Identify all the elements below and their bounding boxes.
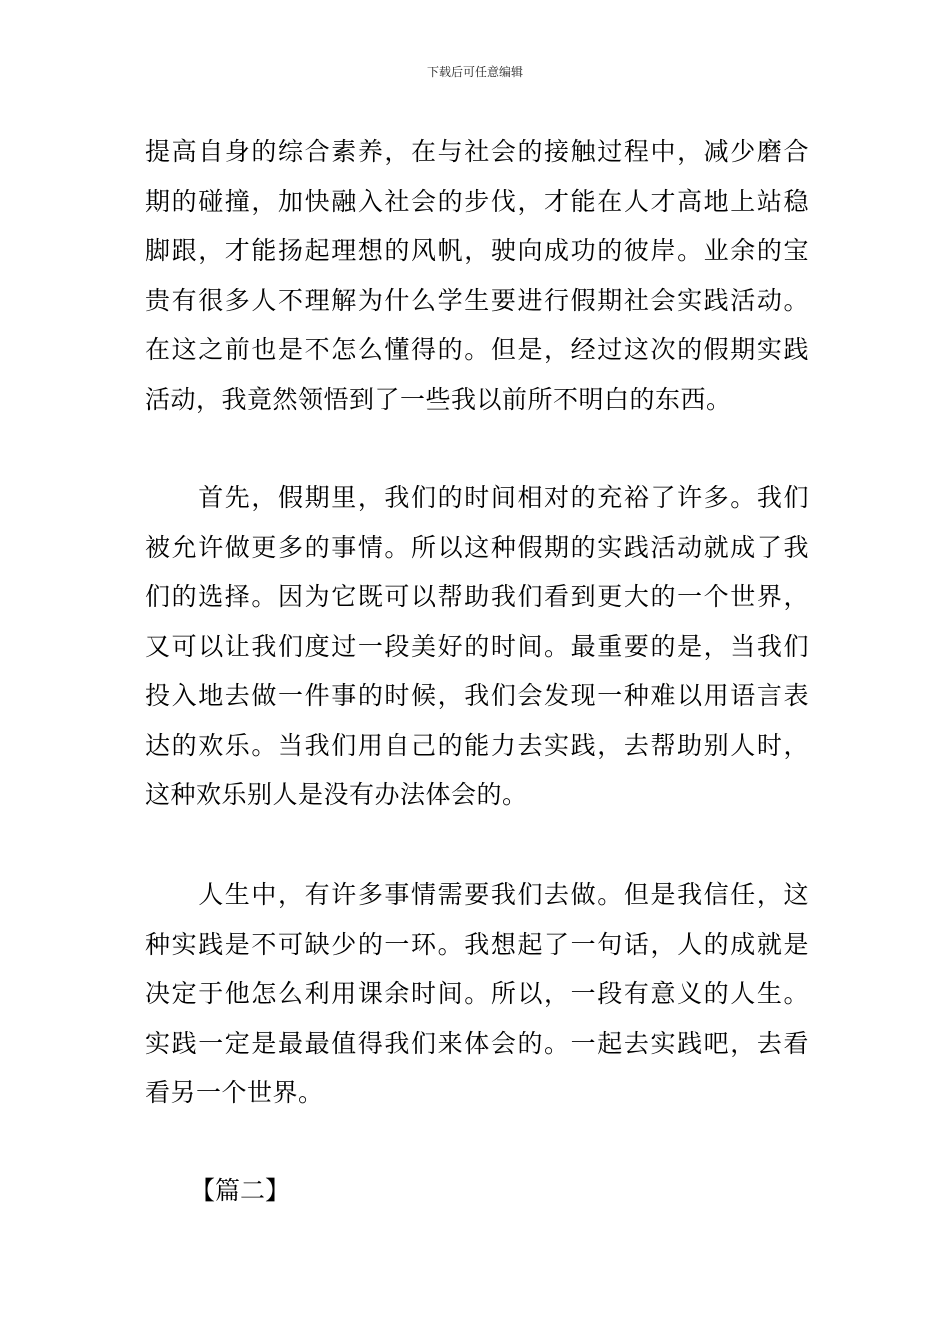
text-line: 投入地去做一件事的时候，我们会发现一种难以用语言表 [145, 681, 809, 710]
text-line: 提高自身的综合素养，在与社会的接触过程中，减少磨合 [145, 137, 809, 166]
paragraph-2 [145, 473, 809, 820]
text-line: 种实践是不可缺少的一环。我想起了一句话，人的成就是 [145, 929, 809, 959]
text-line: 活动，我竟然领悟到了一些我以前所不明白的东西。 [145, 384, 732, 414]
text-line: 实践一定是最最值得我们来体会的。一起去实践吧，去看 [145, 1028, 809, 1058]
text-line: 看另一个世界。 [145, 1078, 324, 1107]
text-line: 又可以让我们度过一段美好的时间。最重要的是，当我们 [145, 631, 809, 661]
text-line: 决定于他怎么利用课余时间。所以，一段有意义的人生。 [145, 979, 809, 1008]
page-header: 下载后可任意编辑 [426, 65, 523, 79]
text-line: 这种欢乐别人是没有办法体会的。 [145, 780, 528, 809]
text-line: 达的欢乐。当我们用自己的能力去实践，去帮助别人时， [145, 730, 809, 760]
text-line: 贵有很多人不理解为什么学生要进行假期社会实践活动。 [145, 285, 809, 315]
text-line: 期的碰撞，加快融入社会的步伐，才能在人才高地上站稳 [145, 186, 809, 216]
section-heading: 【篇二】 [190, 1176, 291, 1205]
text-line: 被允许做更多的事情。所以这种假期的实践活动就成了我 [145, 532, 809, 562]
text-line: 在这之前也是不怎么懂得的。但是，经过这次的假期实践 [145, 335, 809, 364]
text-line: 们的选择。因为它既可以帮助我们看到更大的一个世界， [145, 582, 809, 611]
paragraph-1 [145, 127, 809, 424]
text-line: 脚跟，才能扬起理想的风帆，驶向成功的彼岸。业余的宝 [145, 236, 809, 265]
text-line: 首先，假期里，我们的时间相对的充裕了许多。我们 [145, 483, 809, 512]
paragraph-3 [145, 870, 809, 1118]
text-line: 人生中，有许多事情需要我们去做。但是我信任，这 [145, 880, 809, 909]
